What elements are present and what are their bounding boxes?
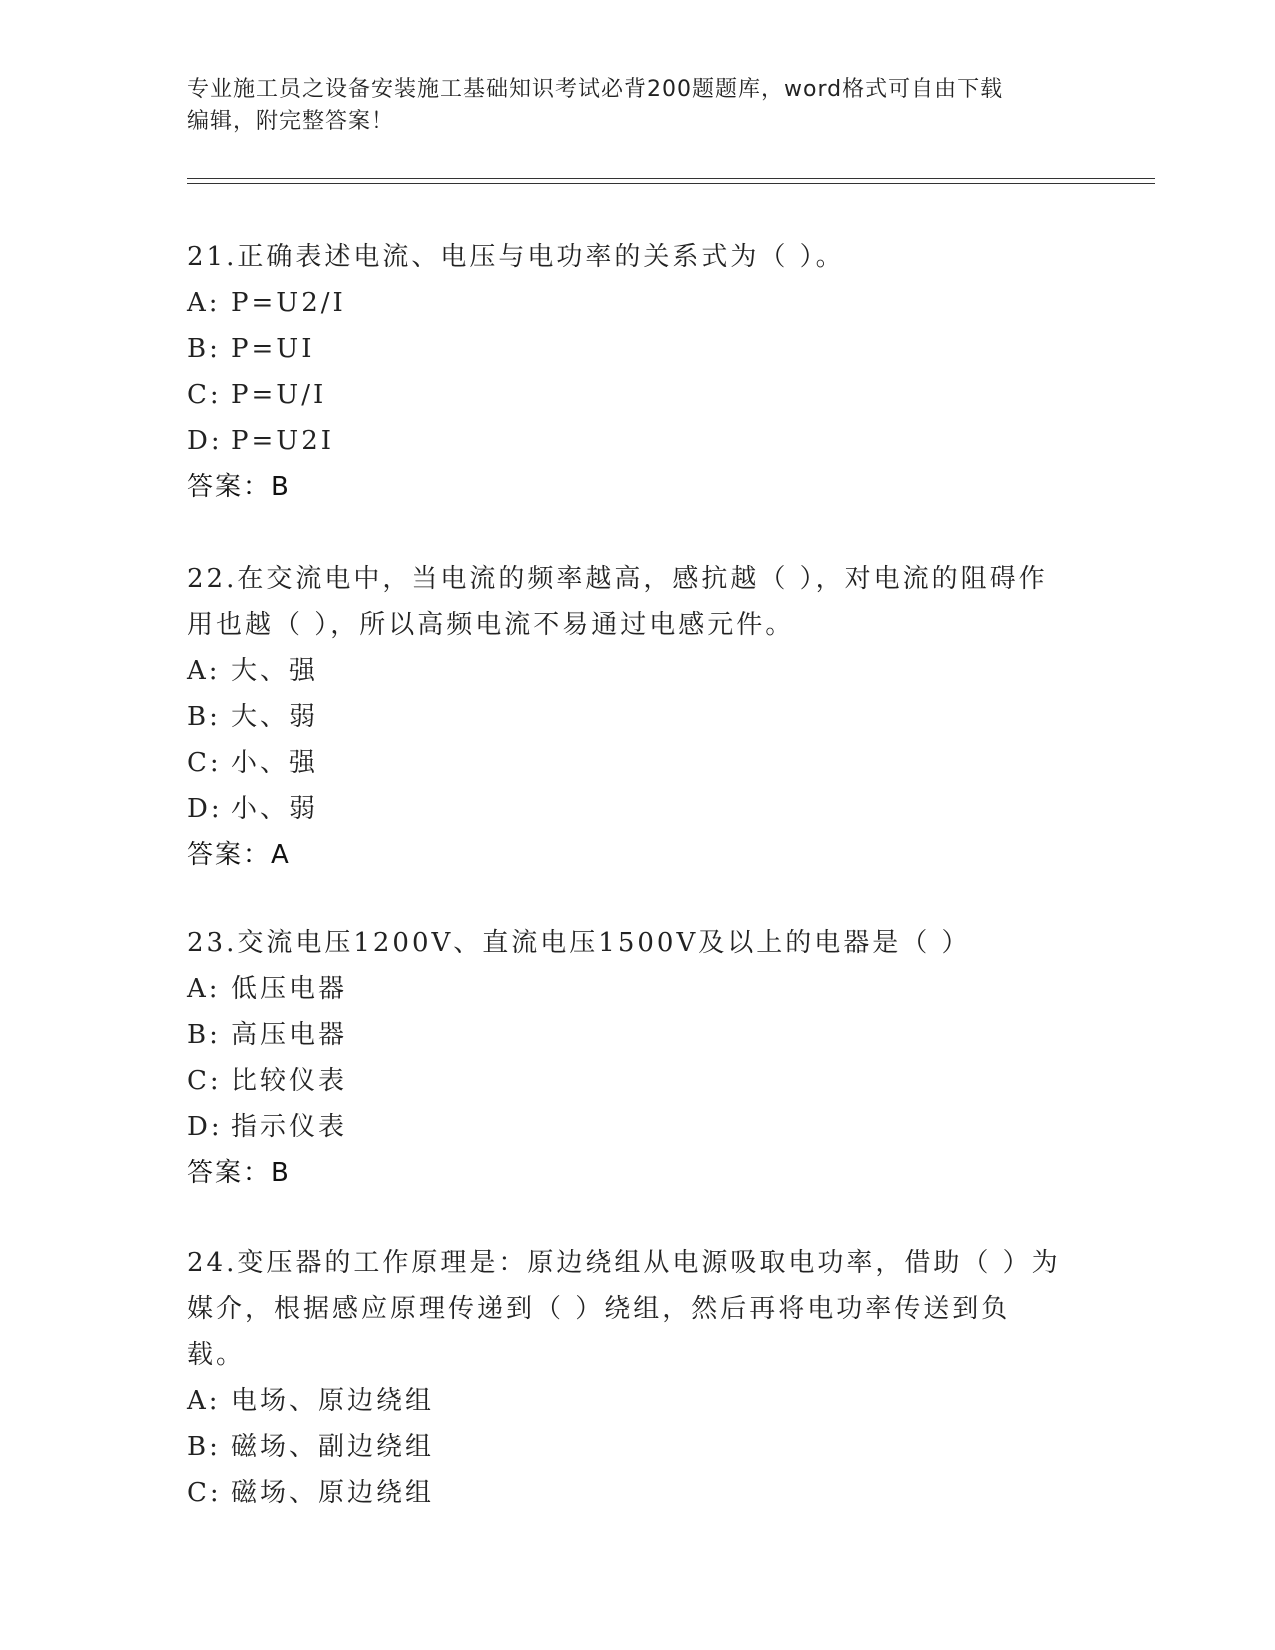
- option-text: P=UI: [231, 334, 315, 364]
- option-text: 电场、原边绕组: [231, 1386, 435, 1416]
- option-letter: D:: [187, 794, 223, 824]
- option-letter: B:: [187, 702, 221, 732]
- answer-line: 答案：B: [187, 1158, 291, 1188]
- question-21: [187, 234, 1067, 510]
- question-stem: 23.交流电压1200V、直流电压1500V及以上的电器是（ ）: [187, 928, 971, 958]
- option-letter: C:: [187, 1066, 222, 1096]
- option-d: [187, 418, 1067, 464]
- option-letter: C:: [187, 380, 222, 410]
- option-text: 小、强: [231, 748, 319, 778]
- header-line-2: 编辑，附完整答案！: [187, 109, 395, 134]
- option-a: [187, 280, 1067, 326]
- option-a: [187, 966, 1067, 1012]
- header-divider-top: [187, 178, 1155, 179]
- option-b: [187, 326, 1067, 372]
- option-a: [187, 648, 1067, 694]
- option-text: 小、弱: [231, 794, 319, 824]
- option-letter: A:: [187, 974, 221, 1004]
- option-letter: C:: [187, 748, 222, 778]
- question-22: [187, 556, 1067, 878]
- question-stem: 22.在交流电中，当电流的频率越高，感抗越（ ），对电流的阻碍作用也越（ ），所以高频电流不易通过电感元件。: [187, 564, 1048, 640]
- option-b: [187, 694, 1067, 740]
- header-line-1: 专业施工员之设备安装施工基础知识考试必背200题题库，word格式可自由下载: [187, 77, 1004, 102]
- option-c: [187, 1470, 1067, 1516]
- option-text: P=U2/I: [231, 288, 346, 318]
- option-c: [187, 372, 1067, 418]
- option-letter: A:: [187, 656, 221, 686]
- answer-line: 答案：B: [187, 472, 291, 502]
- option-text: 磁场、副边绕组: [231, 1432, 435, 1462]
- option-text: P=U2I: [231, 426, 335, 456]
- option-c: [187, 740, 1067, 786]
- option-letter: B:: [187, 334, 221, 364]
- question-23: [187, 920, 1067, 1196]
- option-letter: D:: [187, 426, 223, 456]
- question-24: [187, 1240, 1067, 1516]
- option-text: 低压电器: [231, 974, 348, 1004]
- option-text: 指示仪表: [231, 1112, 348, 1142]
- option-b: [187, 1424, 1067, 1470]
- option-text: P=U/I: [231, 380, 327, 410]
- option-text: 磁场、原边绕组: [231, 1478, 435, 1508]
- option-letter: A:: [187, 288, 221, 318]
- question-stem: 21.正确表述电流、电压与电功率的关系式为（ ）。: [187, 242, 845, 272]
- option-letter: B:: [187, 1020, 221, 1050]
- option-c: [187, 1058, 1067, 1104]
- option-text: 大、强: [231, 656, 319, 686]
- option-a: [187, 1378, 1067, 1424]
- document-header: [187, 74, 1067, 138]
- option-b: [187, 1012, 1067, 1058]
- option-letter: D:: [187, 1112, 223, 1142]
- answer-line: 答案：A: [187, 840, 291, 870]
- header-divider-bottom: [187, 183, 1155, 184]
- question-stem: 24.变压器的工作原理是：原边绕组从电源吸取电功率，借助（ ）为媒介，根据感应原理传递到（ ）绕组，然后再将电功率传送到负载。: [187, 1248, 1061, 1370]
- option-text: 高压电器: [231, 1020, 348, 1050]
- option-d: [187, 1104, 1067, 1150]
- option-letter: C:: [187, 1478, 222, 1508]
- option-d: [187, 786, 1067, 832]
- option-text: 大、弱: [231, 702, 319, 732]
- option-letter: B:: [187, 1432, 221, 1462]
- option-text: 比较仪表: [231, 1066, 348, 1096]
- option-letter: A:: [187, 1386, 221, 1416]
